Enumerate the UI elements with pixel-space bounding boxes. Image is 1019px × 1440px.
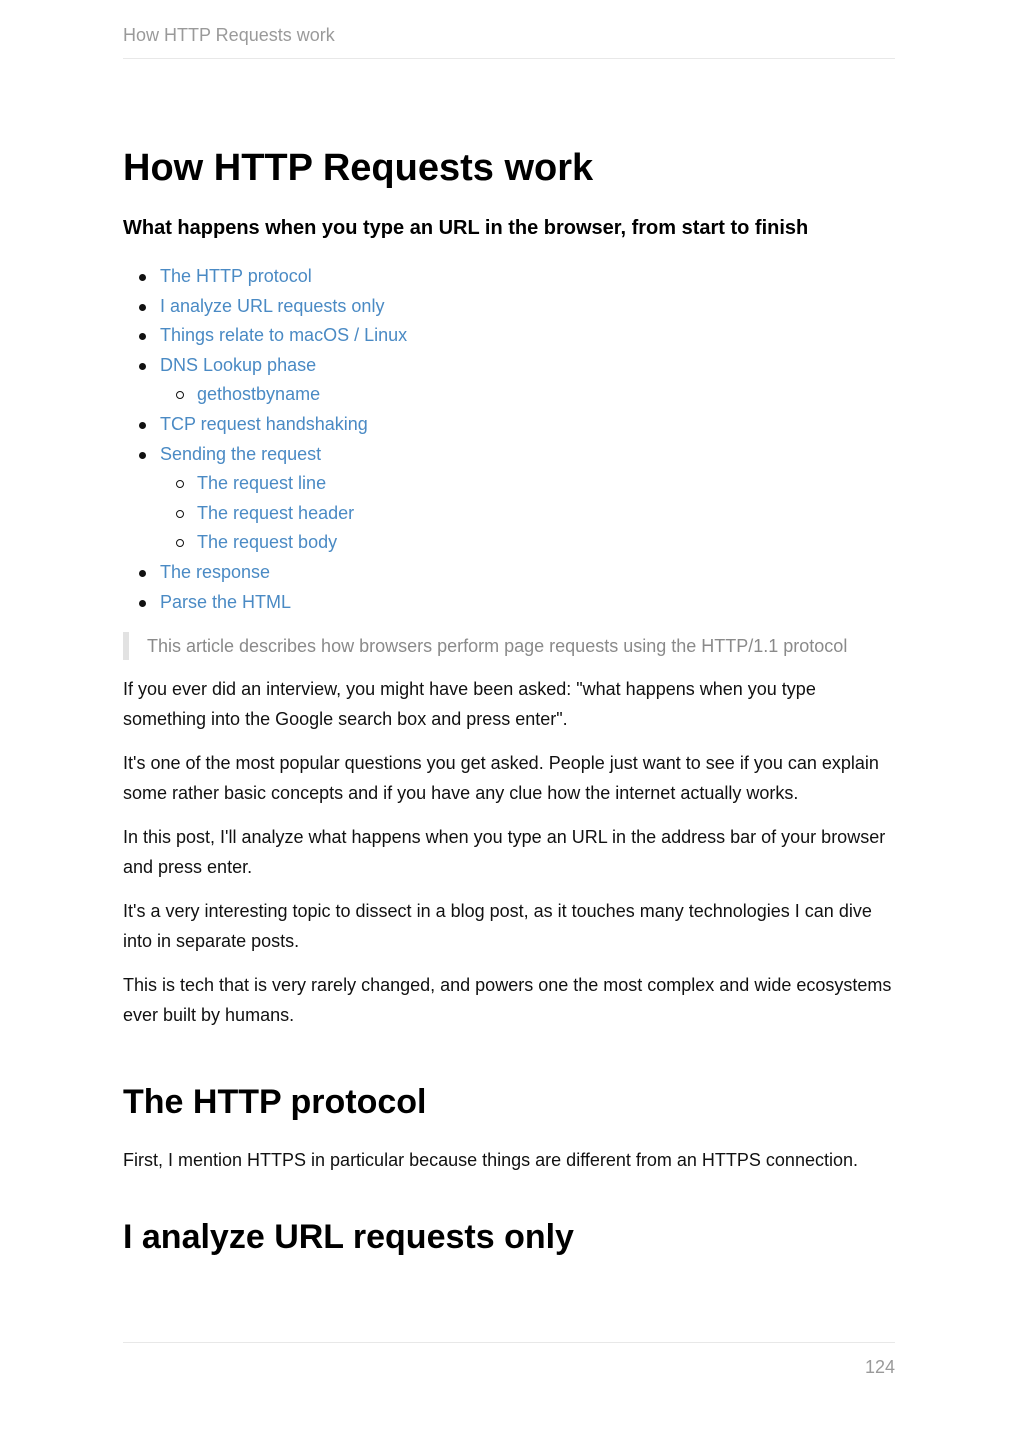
- document-page: [123, 0, 895, 1440]
- toc-subitem: [197, 528, 895, 558]
- paragraph: In this post, I'll analyze what happens when you type an URL in the address bar of your browser and press enter.: [123, 827, 886, 878]
- toc-item: [160, 262, 895, 292]
- section-heading-analyze-url: I analyze URL requests only: [123, 1218, 574, 1257]
- toc-link-parse-html[interactable]: Parse the HTML: [160, 591, 292, 612]
- article-note: This article describes how browsers perform page requests using the HTTP/1.1 protocol: [123, 632, 895, 660]
- article-subtitle: What happens when you type an URL in the browser, from start to finish: [123, 217, 809, 239]
- toc-sublist: [160, 469, 895, 558]
- paragraph: It's a very interesting topic to dissect in a blog post, as it touches many technologies I can dive into in separate posts.: [123, 901, 872, 952]
- toc-item: [160, 440, 895, 558]
- toc-subitem: [197, 499, 895, 529]
- toc-item: [160, 292, 895, 322]
- section-heading-http-protocol: The HTTP protocol: [123, 1083, 427, 1122]
- toc-link-analyze-url[interactable]: I analyze URL requests only: [160, 295, 385, 316]
- toc-item: [160, 321, 895, 351]
- toc-item: [160, 588, 895, 618]
- footer-divider: [123, 1342, 895, 1343]
- table-of-contents: [123, 262, 895, 617]
- toc-link-sending-request[interactable]: Sending the request: [160, 443, 322, 464]
- toc-subitem: [197, 380, 895, 410]
- toc-subitem: [197, 469, 895, 499]
- toc-link-dns-lookup[interactable]: DNS Lookup phase: [160, 354, 317, 375]
- toc-link-macos-linux[interactable]: Things relate to macOS / Linux: [160, 325, 408, 346]
- page-number: 124: [864, 1357, 895, 1377]
- toc-item: [160, 558, 895, 588]
- toc-link-request-header[interactable]: The request header: [197, 502, 355, 523]
- toc-link-request-line[interactable]: The request line: [197, 473, 327, 494]
- running-header: How HTTP Requests work: [123, 25, 335, 45]
- paragraph: If you ever did an interview, you might have been asked: "what happens when you type something into the Google search box and press enter".: [123, 679, 816, 730]
- toc-link-response[interactable]: The response: [160, 561, 271, 582]
- article-content: [123, 144, 895, 1259]
- toc-item: [160, 351, 895, 410]
- toc-sublist: [160, 380, 895, 410]
- toc-link-gethostbyname[interactable]: gethostbyname: [197, 384, 321, 405]
- paragraph: This is tech that is very rarely changed, and powers one the most complex and wide ecosystems ever built by humans.: [123, 975, 892, 1026]
- article-title: How HTTP Requests work: [123, 147, 594, 189]
- toc-item: [160, 410, 895, 440]
- toc-link-http-protocol[interactable]: The HTTP protocol: [160, 266, 312, 286]
- paragraph: It's one of the most popular questions you get asked. People just want to see if you can explain some rather basic concepts and if you have any clue how the internet actually works.: [123, 753, 879, 804]
- paragraph: First, I mention HTTPS in particular because things are different from an HTTPS connection.: [123, 1150, 858, 1171]
- toc-link-request-body[interactable]: The request body: [197, 532, 338, 553]
- toc-link-tcp-handshaking[interactable]: TCP request handshaking: [160, 413, 368, 434]
- header-divider: [123, 58, 895, 59]
